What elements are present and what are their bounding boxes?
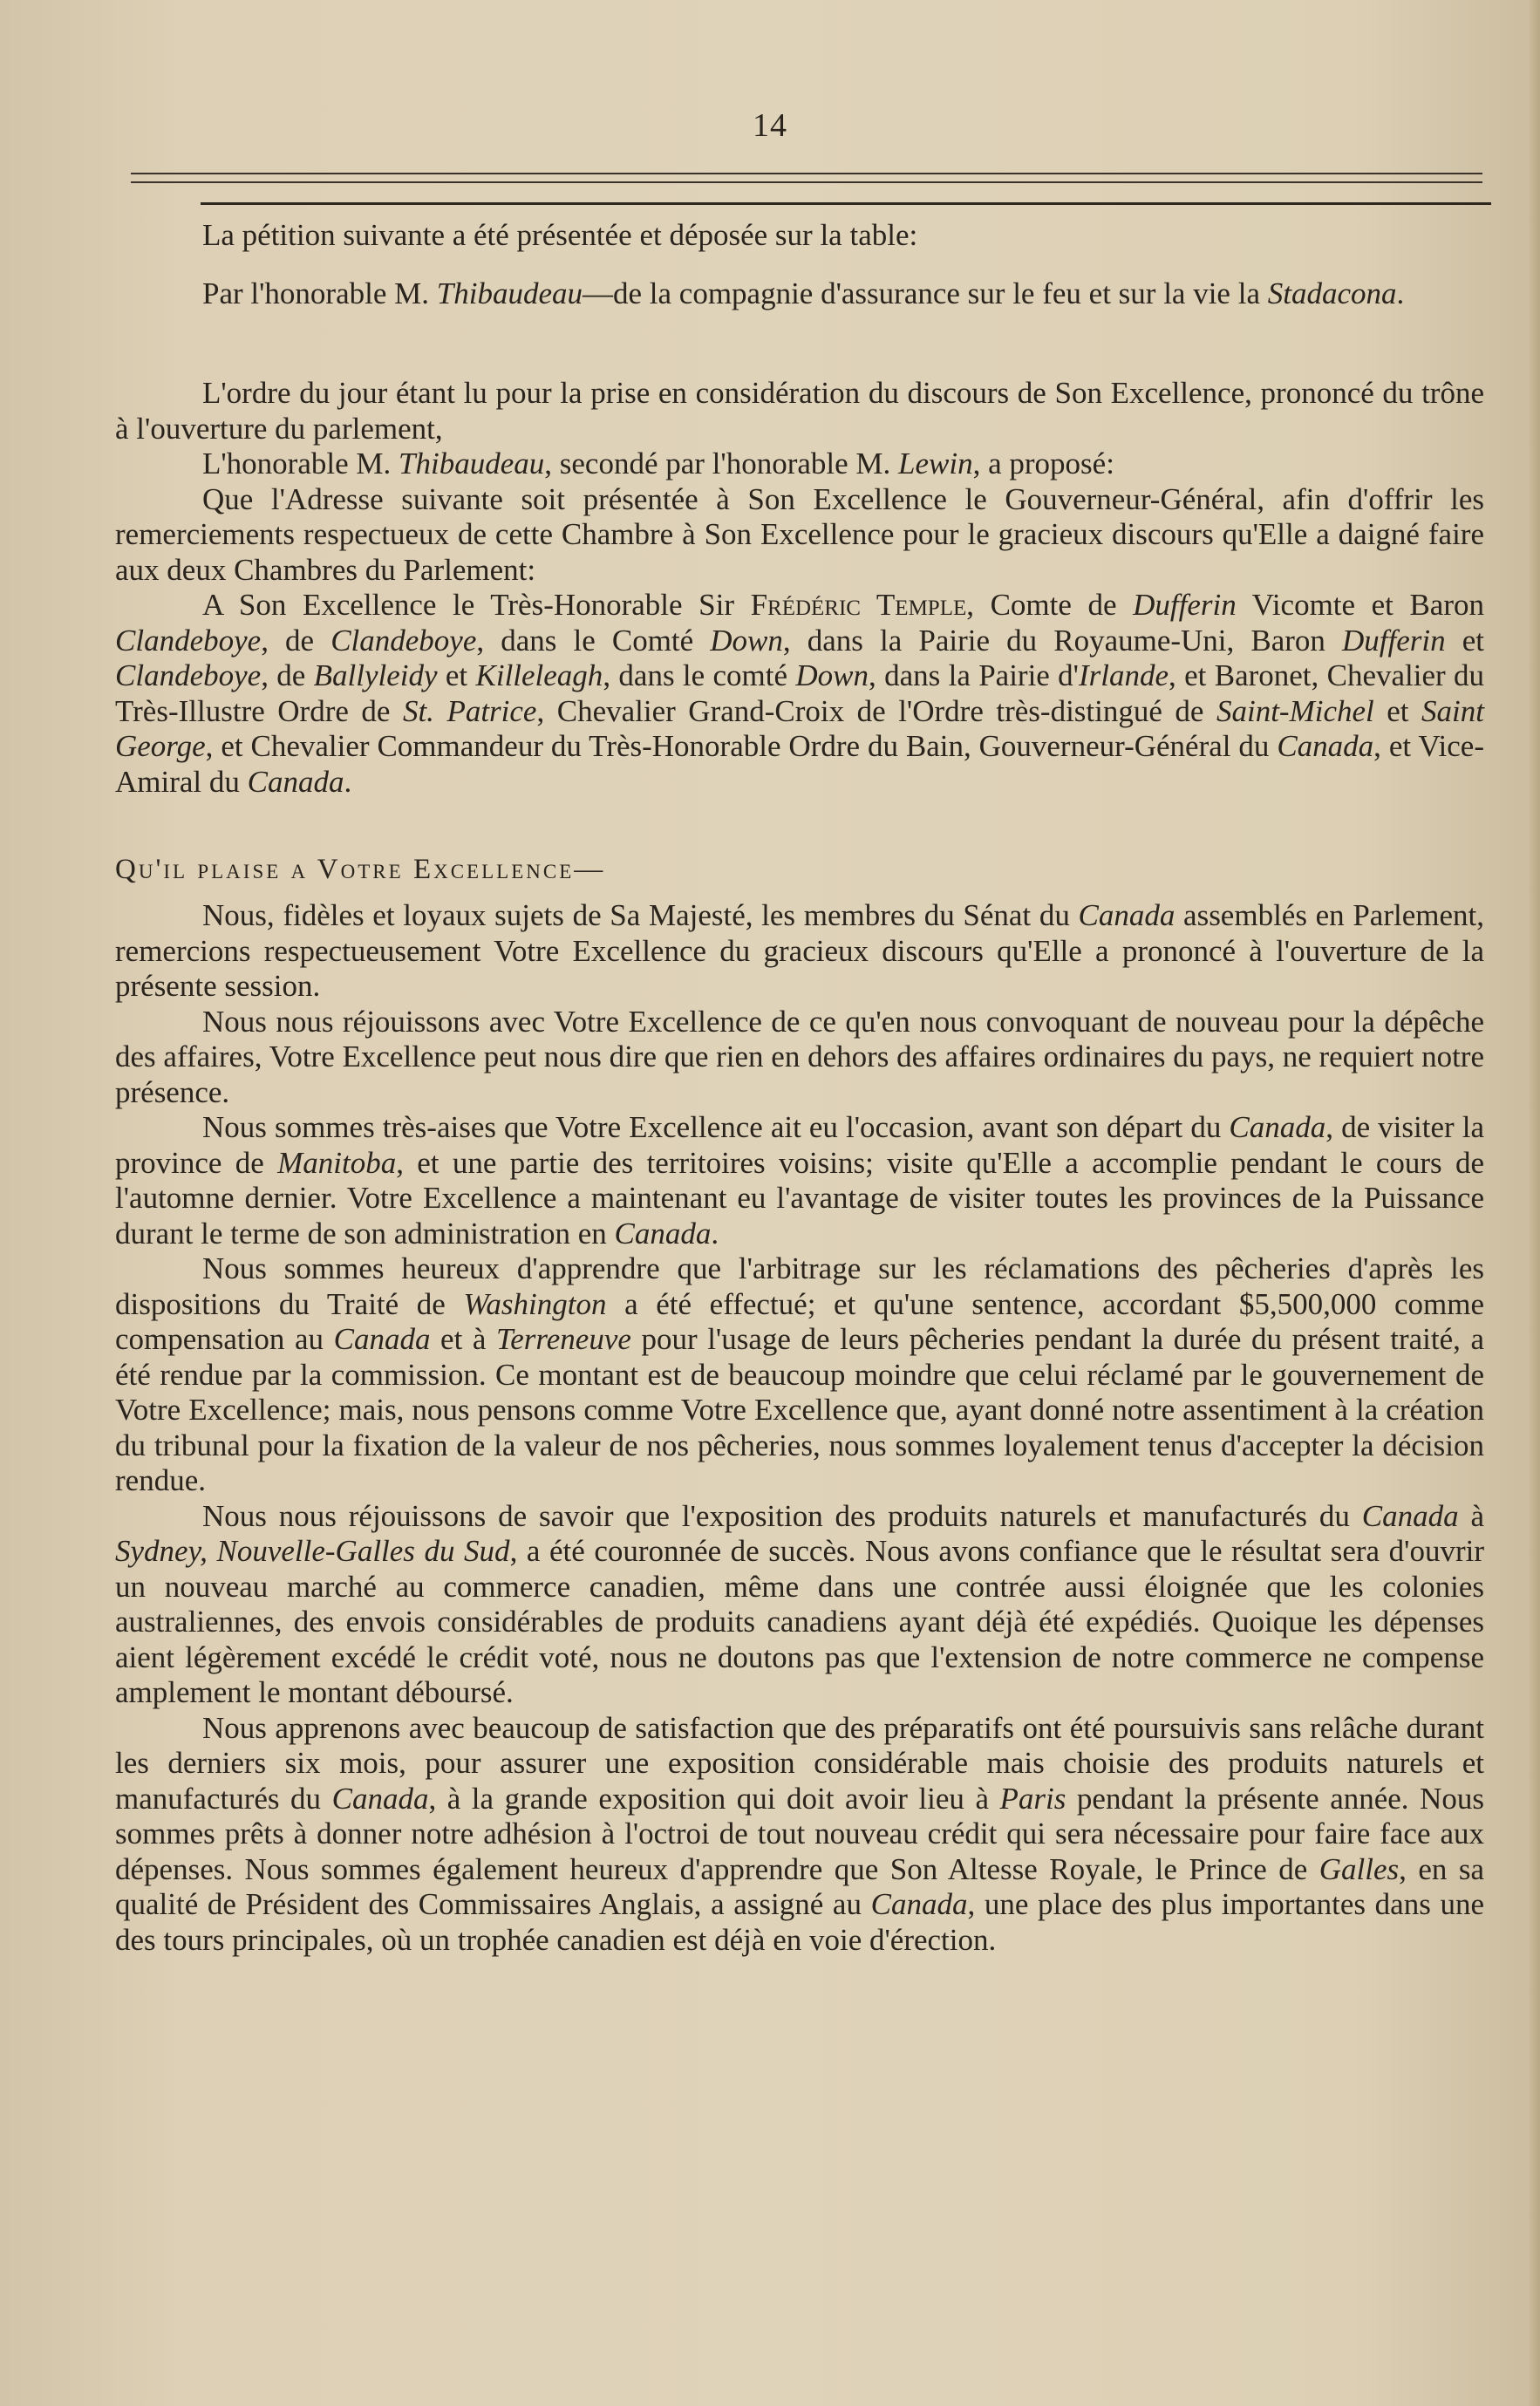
paragraph-session: Nous nous réjouissons avec Votre Excellence de ce qu'en nous convoquant de nouveau pour la dépêche des affaires, Votre Excellence peut nous dire que rien en dehors des affaires ordinaires du pays, ne requiert notre présence. [115,1004,1484,1109]
motion: L'honorable M. Thibaudeau, secondé par l'honorable M. Lewin, a proposé: [202,446,1114,481]
header-rule [131,181,1482,183]
page-edge-shadow [1530,0,1540,2406]
address-titles: A Son Excellence le Très-Honorable Sir Frédéric Temple, Comte de Dufferin Vicomte et Baron Clandeboye, de Clandeboye, dans le Comté Down, dans la Pairie du Royaume-Uni, Baron Dufferin et Clandeboye, de Ballyleidy et Killeleagh, dans le comté Down, dans la Pairie d'Irlande, et Baronet, Chevalier du Très-Illustre Ordre de St. Patrice, Chevalier Grand-Croix de l'Ordre très-distingué de Saint-Michel et Saint George, et Chevalier Commandeur du Très-Honorable Ordre du Bain, Gouverneur-Général du Canada, et Vice-Amiral du Canada. [115,588,1485,799]
petition-entry: Par l'honorable M. Thibaudeau—de la compagnie d'assurance sur le feu et sur la vie la Stadacona. [202,276,1405,310]
order-of-day: L'ordre du jour étant lu pour la prise en considération du discours de Son Excellence, prononcé du trône à l'ouverture du parlement, [115,376,1484,446]
paragraph-thanks: Nous, fidèles et loyaux sujets de Sa Majesté, les membres du Sénat du Canada assemblés en Parlement, remercions respectueusement Votre Excellence du gracieux discours qu'Elle a prononcé à l'ouverture de la présente session. [115,898,1484,1003]
resolution: Que l'Adresse suivante soit présentée à Son Excellence le Gouverneur-Général, afin d'offrir les remerciements respectueux de cette Chambre à Son Excellence pour le gracieux discours qu'Elle a daigné faire aux deux Chambres du Parlement: [115,481,1484,587]
paragraph-paris: Nous apprenons avec beaucoup de satisfaction que des préparatifs ont été poursuivis sans relâche durant les derniers six mois, pour assurer une exposition considérable mais choisie des produits naturels et manufacturés du Canada, à la grande exposition qui doit avoir lieu à Paris pendant la présente année. Nous sommes prêts à donner notre adhésion à l'octroi de tout nouveau crédit qui sera nécessaire pour faire face aux dépenses. Nous sommes également heureux d'apprendre que Son Altesse Royale, le Prince de Galles, en sa qualité de Président des Commissaires Anglais, a assigné au Canada, une place des plus importantes dans une des tours principales, où un trophée canadien est déjà en voie d'érection. [115,1710,1485,1957]
paragraph-manitoba: Nous sommes très-aises que Votre Excellence ait eu l'occasion, avant son départ du Canada, de visiter la province de Manitoba, et une partie des territoires voisins; visite qu'Elle a accomplie pendant le cours de l'automne dernier. Votre Excellence a maintenant eu l'avantage de visiter toutes les provinces de la Puissance durant le terme de son administration en Canada. [115,1110,1485,1251]
header-rule [131,173,1482,174]
paragraph-fisheries: Nous sommes heureux d'apprendre que l'arbitrage sur les réclamations des pêcheries d'après les dispositions du Traité de Washington a été effectué; et qu'une sentence, accordant $5,500,000 comme compensation au Canada et à Terreneuve pour l'usage de leurs pêcheries pendant la durée du présent traité, a été rendue par la commission. Ce montant est de beaucoup moindre que celui réclamé par le gouvernement de Votre Excellence; mais, nous pensons comme Votre Excellence que, ayant donné notre assentiment à la création du tribunal pour la fixation de la valeur de nos pêcheries, nous sommes loyalement tenus d'accepter la décision rendue. [115,1251,1485,1497]
page-number: 14 [753,107,787,144]
address-heading: Qu'il plaise a Votre Excellence— [115,854,606,885]
header-rule-thick [201,202,1491,205]
petition-intro: La pétition suivante a été présentée et déposée sur la table: [202,218,918,252]
paragraph-sydney: Nous nous réjouissons de savoir que l'exposition des produits naturels et manufacturés du Canada à Sydney, Nouvelle-Galles du Sud, a été couronnée de succès. Nous avons confiance que le résultat sera d'ouvrir un nouveau marché au commerce canadien, même dans une contrée aussi éloignée que les colonies australiennes, des envois considérables de produits canadiens ayant déjà été expédiés. Quoique les dépenses aient légèrement excédé le crédit voté, nous ne doutons pas que l'extension de notre commerce ne compense amplement le montant déboursé. [115,1498,1484,1709]
page-body [115,218,1484,1958]
